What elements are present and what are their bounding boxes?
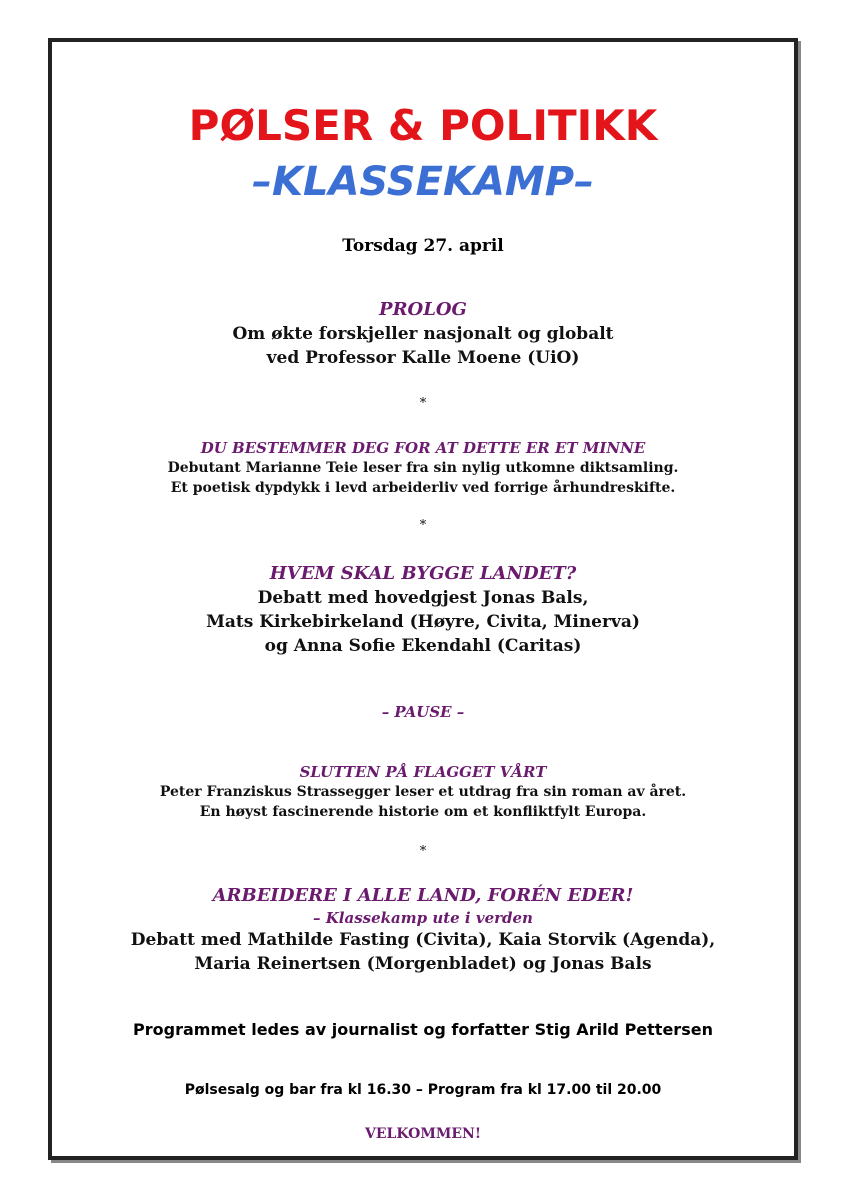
section-line: Mats Kirkebirkeland (Høyre, Civita, Minerva) bbox=[206, 612, 640, 632]
section-slutten bbox=[52, 762, 794, 822]
event-date: Torsdag 27. april bbox=[342, 236, 504, 256]
section-pause bbox=[52, 702, 794, 722]
section-line: ved Professor Kalle Moene (UiO) bbox=[266, 348, 580, 368]
section-heading: SLUTTEN PÅ FLAGGET VÅRT bbox=[299, 763, 547, 781]
pause-label: – PAUSE – bbox=[381, 703, 465, 721]
separator: * bbox=[419, 844, 427, 859]
section-line: Debatt med hovedgjest Jonas Bals, bbox=[257, 588, 589, 608]
section-heading: PROLOG bbox=[379, 299, 467, 320]
section-hvem-skal-bygge bbox=[52, 562, 794, 658]
section-subheading: – Klassekamp ute i verden bbox=[313, 909, 533, 927]
section-line: Maria Reinertsen (Morgenbladet) og Jonas Bals bbox=[194, 954, 652, 974]
section-heading: HVEM SKAL BYGGE LANDET? bbox=[269, 563, 577, 584]
poster-title: PØLSER & POLITIKK bbox=[188, 101, 658, 150]
moderator-line: Programmet ledes av journalist og forfatter Stig Arild Pettersen bbox=[133, 1020, 713, 1039]
section-line: og Anna Sofie Ekendahl (Caritas) bbox=[264, 636, 582, 656]
section-heading: ARBEIDERE I ALLE LAND, FORÉN EDER! bbox=[212, 885, 634, 906]
separator: * bbox=[419, 518, 427, 533]
section-line: Et poetisk dypdykk i levd arbeiderliv ved forrige århundreskifte. bbox=[170, 480, 676, 496]
schedule-line: Pølsesalg og bar fra kl 16.30 – Program fra kl 17.00 til 20.00 bbox=[184, 1082, 662, 1098]
poster-subtitle: –KLASSEKAMP– bbox=[251, 159, 595, 205]
separator: * bbox=[419, 396, 427, 411]
section-line: Debutant Marianne Teie leser fra sin nylig utkomne diktsamling. bbox=[167, 460, 679, 476]
welcome-line: VELKOMMEN! bbox=[365, 1126, 481, 1142]
section-line: Om økte forskjeller nasjonalt og globalt bbox=[232, 324, 614, 344]
section-line: Peter Franziskus Strassegger leser et utdrag fra sin roman av året. bbox=[159, 784, 687, 800]
section-line: En høyst fascinerende historie om et konfliktfylt Europa. bbox=[199, 804, 647, 820]
section-line: Debatt med Mathilde Fasting (Civita), Kaia Storvik (Agenda), bbox=[130, 930, 716, 950]
section-du-bestemmer bbox=[52, 438, 794, 498]
section-prolog bbox=[52, 298, 794, 370]
section-arbeidere bbox=[52, 884, 794, 976]
section-heading: DU BESTEMMER DEG FOR AT DETTE ER ET MINNE bbox=[200, 439, 646, 457]
